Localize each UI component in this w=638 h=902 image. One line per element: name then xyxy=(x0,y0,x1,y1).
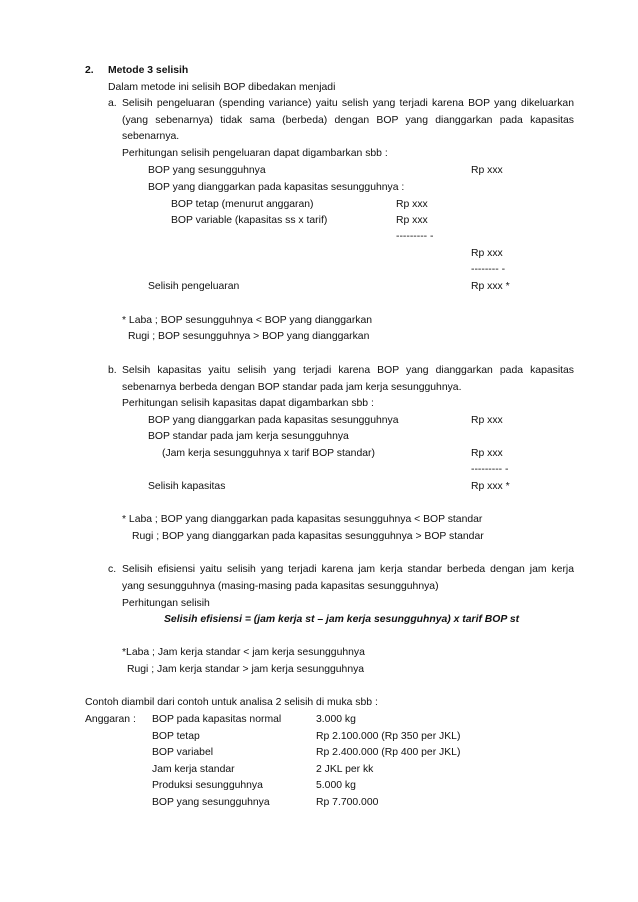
item-c-note-1: *Laba ; Jam kerja standar < jam kerja sesungguhnya xyxy=(122,647,365,658)
item-a-result-value: Rp xxx * xyxy=(471,281,510,292)
item-a-row-3-value: Rp xxx xyxy=(396,199,428,210)
example-item: BOP yang sesungguhnya xyxy=(152,797,270,808)
item-a-row-3: BOP tetap (menurut anggaran) xyxy=(171,199,314,210)
item-b-row-3: (Jam kerja sesungguhnya x tarif BOP standar) xyxy=(162,448,375,459)
item-a-note-1: * Laba ; BOP sesungguhnya < BOP yang dianggarkan xyxy=(122,315,373,326)
item-b-result-label: Selisih kapasitas xyxy=(148,481,226,492)
item-b-row-1-value: Rp xxx xyxy=(471,415,503,426)
item-b-line-1: Selsih kapasitas yaitu selisih yang terjadi karena BOP yang dianggarkan pada kapasitas xyxy=(122,365,574,376)
item-a-separator-2: -------- - xyxy=(471,264,506,275)
item-b-marker: b. xyxy=(108,365,117,376)
example-value: 2 JKL per kk xyxy=(316,764,374,775)
section-number: 2. xyxy=(85,65,94,76)
item-a-separator-1: --------- - xyxy=(396,231,434,242)
section-title: Metode 3 selisih xyxy=(108,65,189,76)
example-intro: Contoh diambil dari contoh untuk analisa 2 selisih di muka sbb : xyxy=(85,697,378,708)
item-a-row-4-value: Rp xxx xyxy=(396,215,428,226)
item-b-note-1: * Laba ; BOP yang dianggarkan pada kapasitas sesungguhnya < BOP standar xyxy=(122,514,483,525)
item-c-line-2: yang sesungguhnya (masing-masing pada kapasitas sesungguhnya) xyxy=(122,581,439,592)
item-b-result-value: Rp xxx * xyxy=(471,481,510,492)
item-c-note-2: Rugi ; Jam kerja standar > jam kerja sesungguhnya xyxy=(127,664,365,675)
example-value: 3.000 kg xyxy=(316,714,356,725)
item-b-separator: --------- - xyxy=(471,464,509,475)
example-item: Produksi sesungguhnya xyxy=(152,780,263,791)
item-a-note-2: Rugi ; BOP sesungguhnya > BOP yang dianggarkan xyxy=(128,331,370,342)
example-item: BOP tetap xyxy=(152,731,200,742)
item-a-line-3: sebenarnya. xyxy=(122,131,180,142)
section-intro: Dalam metode ini selisih BOP dibedakan menjadi xyxy=(108,82,336,93)
item-a-row-1-value: Rp xxx xyxy=(471,165,503,176)
item-a-calc-title: Perhitungan selisih pengeluaran dapat digambarkan sbb : xyxy=(122,148,388,159)
item-b-row-2: BOP standar pada jam kerja sesungguhnya xyxy=(148,431,349,442)
example-item: Jam kerja standar xyxy=(152,764,235,775)
item-a-line-1: Selisih pengeluaran (spending variance) yaitu selish yang terjadi karena BOP yang dikeluarkan xyxy=(122,98,574,109)
item-c-calc-title: Perhitungan selisih xyxy=(122,598,210,609)
item-a-result-label: Selisih pengeluaran xyxy=(148,281,240,292)
example-value: Rp 2.100.000 (Rp 350 per JKL) xyxy=(316,731,461,742)
item-b-row-3-value: Rp xxx xyxy=(471,448,503,459)
item-b-row-1: BOP yang dianggarkan pada kapasitas sesungguhnya xyxy=(148,415,399,426)
item-a-row-4: BOP variable (kapasitas ss x tarif) xyxy=(171,215,328,226)
item-a-marker: a. xyxy=(108,98,117,109)
item-a-row-1: BOP yang sesungguhnya xyxy=(148,165,266,176)
item-c-marker: c. xyxy=(108,564,117,575)
item-b-note-2: Rugi ; BOP yang dianggarkan pada kapasitas sesungguhnya > BOP standar xyxy=(132,531,484,542)
item-a-row-2: BOP yang dianggarkan pada kapasitas sesungguhnya : xyxy=(148,182,405,193)
example-value: 5.000 kg xyxy=(316,780,356,791)
example-item: BOP pada kapasitas normal xyxy=(152,714,282,725)
item-a-line-2: (yang sebenarnya) tidak sama (berbeda) dengan BOP yang dianggarkan pada kapasitas xyxy=(122,115,574,126)
item-b-calc-title: Perhitungan selisih kapasitas dapat digambarkan sbb : xyxy=(122,398,374,409)
example-value: Rp 7.700.000 xyxy=(316,797,379,808)
item-c-line-1: Selisih efisiensi yaitu selisih yang terjadi karena jam kerja standar berbeda dengan jam kerja xyxy=(122,564,574,575)
example-label: Anggaran : xyxy=(85,714,136,725)
example-item: BOP variabel xyxy=(152,747,214,758)
item-c-formula: Selisih efisiensi = (jam kerja st – jam kerja sesungguhnya) x tarif BOP st xyxy=(164,614,520,625)
item-b-line-2: sebenarnya berbeda dengan BOP standar pada jam kerja sesungguhnya. xyxy=(122,382,462,393)
item-a-subtotal-value: Rp xxx xyxy=(471,248,503,259)
example-value: Rp 2.400.000 (Rp 400 per JKL) xyxy=(316,747,461,758)
